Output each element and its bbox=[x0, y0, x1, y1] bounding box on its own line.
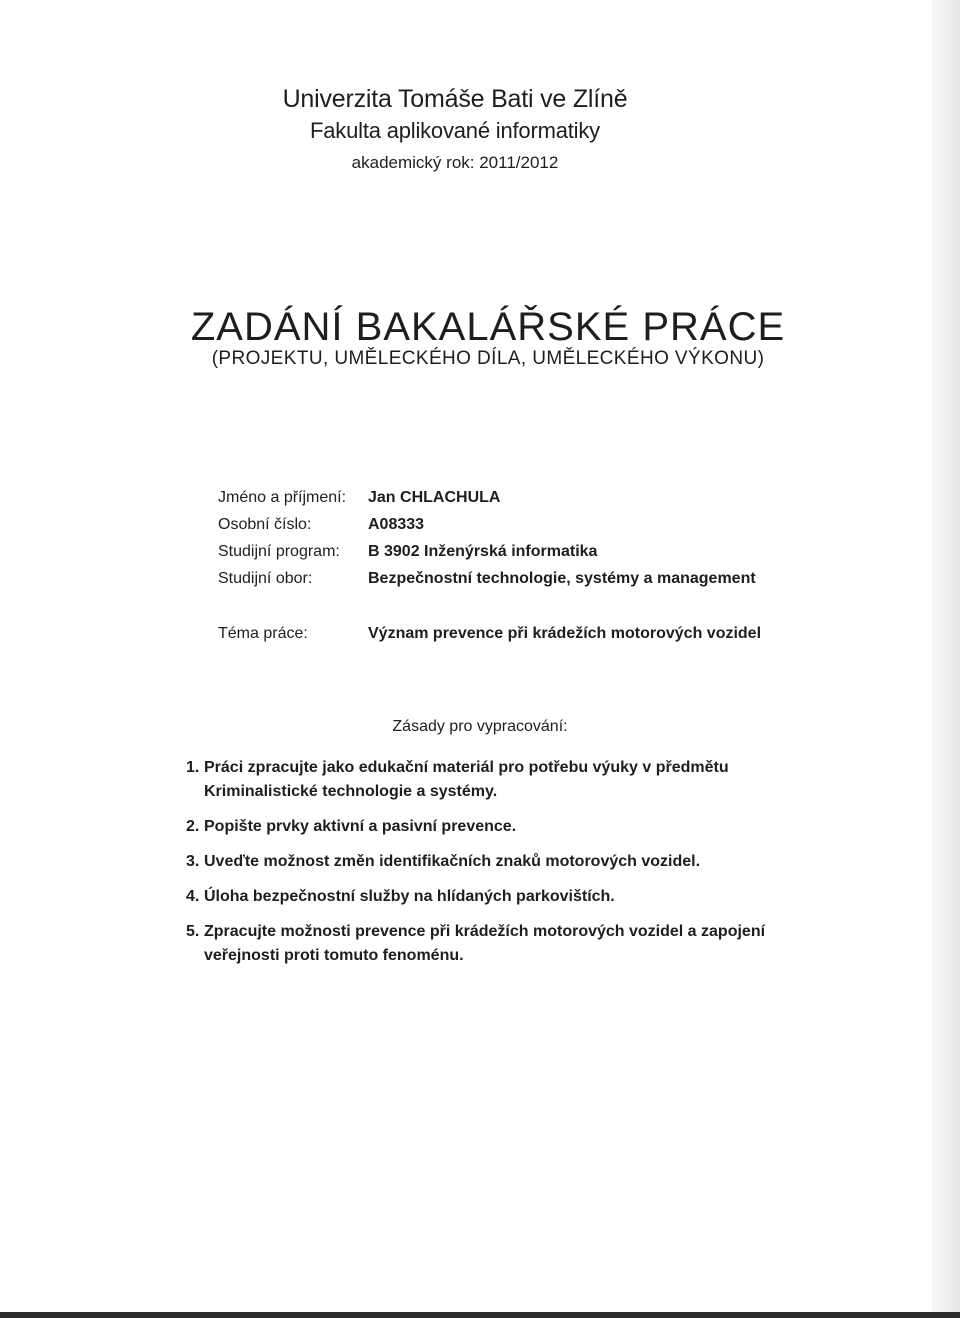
info-row-id bbox=[218, 511, 761, 538]
scan-edge-right bbox=[932, 0, 960, 1318]
principle-text: Úloha bezpečnostní služby na hlídaných parkovištích. bbox=[204, 888, 615, 905]
info-row-program bbox=[218, 538, 761, 565]
name-value: Jan CHLACHULA bbox=[368, 489, 501, 506]
principle-number: 5. bbox=[186, 923, 200, 940]
faculty-name: Fakulta aplikované informatiky bbox=[310, 118, 600, 143]
principle-item bbox=[186, 920, 806, 968]
field-value: Bezpečnostní technologie, systémy a management bbox=[368, 570, 756, 587]
theme-label: Téma práce: bbox=[218, 625, 308, 642]
document-subtitle: (PROJEKTU, UMĚLECKÉHO DÍLA, UMĚLECKÉHO VÝKONU) bbox=[211, 348, 765, 369]
principle-text: Zpracujte možnosti prevence při krádežích motorových vozidel a zapojení veřejnosti proti tomuto fenoménu. bbox=[204, 923, 766, 964]
principle-item bbox=[186, 850, 806, 874]
academic-year: akademický rok: 2011/2012 bbox=[351, 153, 559, 172]
id-value: A08333 bbox=[368, 516, 425, 533]
id-label: Osobní číslo: bbox=[218, 516, 312, 533]
info-row-field bbox=[218, 565, 761, 592]
name-label: Jméno a příjmení: bbox=[218, 489, 347, 506]
principle-text: Popište prvky aktivní a pasivní prevence. bbox=[204, 818, 517, 835]
principle-number: 4. bbox=[186, 888, 200, 905]
scan-edge-bottom bbox=[0, 1312, 960, 1318]
principle-number: 1. bbox=[186, 759, 200, 776]
info-row-theme bbox=[218, 620, 761, 647]
program-label: Studijní program: bbox=[218, 543, 340, 560]
document-header bbox=[0, 82, 910, 178]
principle-number: 3. bbox=[186, 853, 200, 870]
principle-text: Práci zpracujte jako edukační materiál pro potřebu výuky v předmětu Kriminalistické technologie a systémy. bbox=[204, 759, 729, 800]
theme-value: Význam prevence při krádežích motorových vozidel bbox=[368, 625, 762, 642]
principles-list bbox=[186, 756, 806, 979]
principle-item bbox=[186, 885, 806, 909]
student-info bbox=[218, 484, 761, 647]
principle-item bbox=[186, 756, 806, 804]
university-name: Univerzita Tomáše Bati ve Zlíně bbox=[282, 85, 628, 113]
principle-number: 2. bbox=[186, 818, 200, 835]
document-title: ZADÁNÍ BAKALÁŘSKÉ PRÁCE bbox=[190, 305, 786, 349]
field-label: Studijní obor: bbox=[218, 570, 313, 587]
program-value: B 3902 Inženýrská informatika bbox=[368, 543, 598, 560]
principle-text: Uveďte možnost změn identifikačních znaků motorových vozidel. bbox=[204, 853, 701, 870]
principles-heading: Zásady pro vypracování: bbox=[392, 718, 568, 735]
principle-item bbox=[186, 815, 806, 839]
info-row-name bbox=[218, 484, 761, 511]
